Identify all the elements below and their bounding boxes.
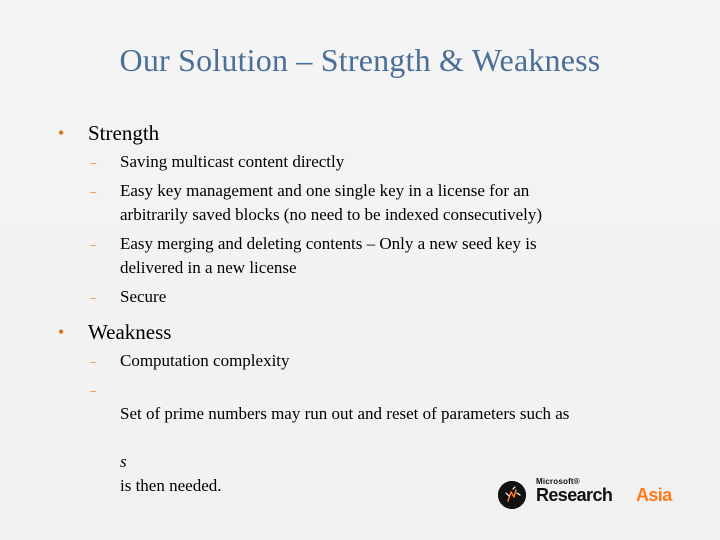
strength-item-text: Easy merging and deleting contents – Only a new seed key is delivered in a new license xyxy=(120,234,537,277)
microsoft-research-asia-logo xyxy=(498,477,683,532)
weakness-item-text-part-2: is then needed. xyxy=(120,476,222,495)
weakness-heading: Weakness xyxy=(88,320,172,344)
logo-microsoft-text: Microsoft® xyxy=(536,477,580,486)
dash-icon: – xyxy=(90,237,96,251)
strength-item xyxy=(90,232,668,280)
weakness-item xyxy=(90,349,668,373)
strength-list xyxy=(90,150,668,309)
dash-icon: – xyxy=(90,354,96,368)
dash-icon: – xyxy=(90,383,96,397)
dash-icon: – xyxy=(90,184,96,198)
dash-icon: – xyxy=(90,290,96,304)
weakness-heading-row xyxy=(58,317,668,347)
round-bullet-icon: • xyxy=(58,123,65,143)
strength-item-text: Saving multicast content directly xyxy=(120,152,345,171)
research-logo-icon xyxy=(498,481,526,509)
logo-asia-text: Asia xyxy=(636,485,672,505)
strength-item-text: Secure xyxy=(120,287,167,306)
strength-section xyxy=(58,118,668,309)
weakness-section xyxy=(58,317,668,498)
slide-title: Our Solution – Strength & Weakness xyxy=(119,42,601,78)
strength-heading: Strength xyxy=(88,121,160,145)
strength-item xyxy=(90,179,668,227)
strength-item xyxy=(90,150,668,174)
logo-text xyxy=(536,477,681,511)
slide-content xyxy=(58,118,668,506)
weakness-item-text: Computation complexity xyxy=(120,351,290,370)
strength-item-text: Easy key management and one single key in a license for an arbitrarily saved blocks (no need to be indexed consecutively) xyxy=(120,181,543,224)
strength-item xyxy=(90,285,668,309)
round-bullet-icon: • xyxy=(58,322,65,342)
dash-icon: – xyxy=(90,155,96,169)
logo-research-text: Research xyxy=(536,485,613,505)
weakness-item-text-part-1: Set of prime numbers may run out and reset of parameters such as xyxy=(120,404,570,423)
strength-heading-row xyxy=(58,118,668,148)
weakness-item-text-variable: s xyxy=(120,452,127,471)
weakness-list xyxy=(90,349,668,498)
